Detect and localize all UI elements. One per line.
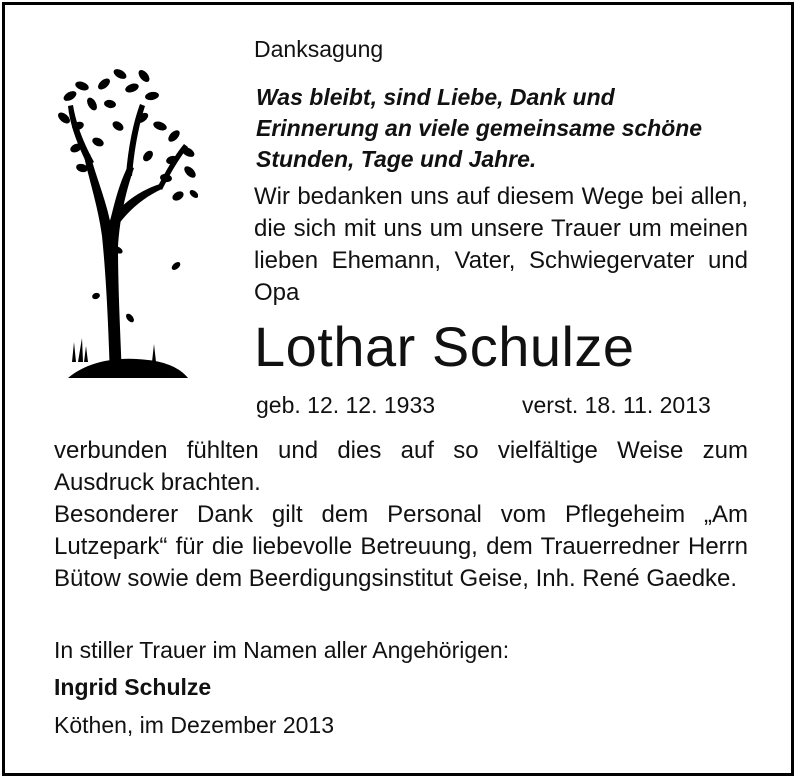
closing-line: In stiller Trauer im Namen aller Angehörigen: [54, 637, 510, 663]
quote-line: Stunden, Tage und Jahre. [256, 146, 537, 172]
quote [256, 82, 702, 175]
quote-line: Erinnerung an viele gemeinsame schöne [256, 115, 703, 141]
death-date: verst. 18. 11. 2013 [522, 392, 711, 418]
tree-icon [48, 56, 198, 386]
quote-line: Was bleibt, sind Liebe, Dank und [256, 84, 615, 110]
special-thanks-paragraph: Besonderer Dank gilt dem Personal vom Pflegeheim „Am Lutzepark“ für die liebevolle Betreuung, dem Trauerredner Herrn Bütow sowie dem Beerdigungsinstitut Geise, Inh. René Gaedke. [54, 501, 748, 592]
heading: Danksagung [254, 36, 384, 62]
intro-paragraph: Wir bedanken uns auf diesem Wege bei allen, die sich mit uns um unsere Trauer um meinen lieben Ehemann, Vater, Schwiegervater und Opa [254, 183, 748, 306]
continuation-paragraph: verbunden fühlten und dies auf so vielfältige Weise zum Ausdruck brachten. [54, 437, 748, 496]
place-date: Köthen, im Dezember 2013 [54, 712, 334, 738]
signer-name: Ingrid Schulze [54, 674, 212, 700]
deceased-name: Lothar Schulze [254, 315, 635, 378]
birth-date: geb. 12. 12. 1933 [256, 392, 436, 418]
